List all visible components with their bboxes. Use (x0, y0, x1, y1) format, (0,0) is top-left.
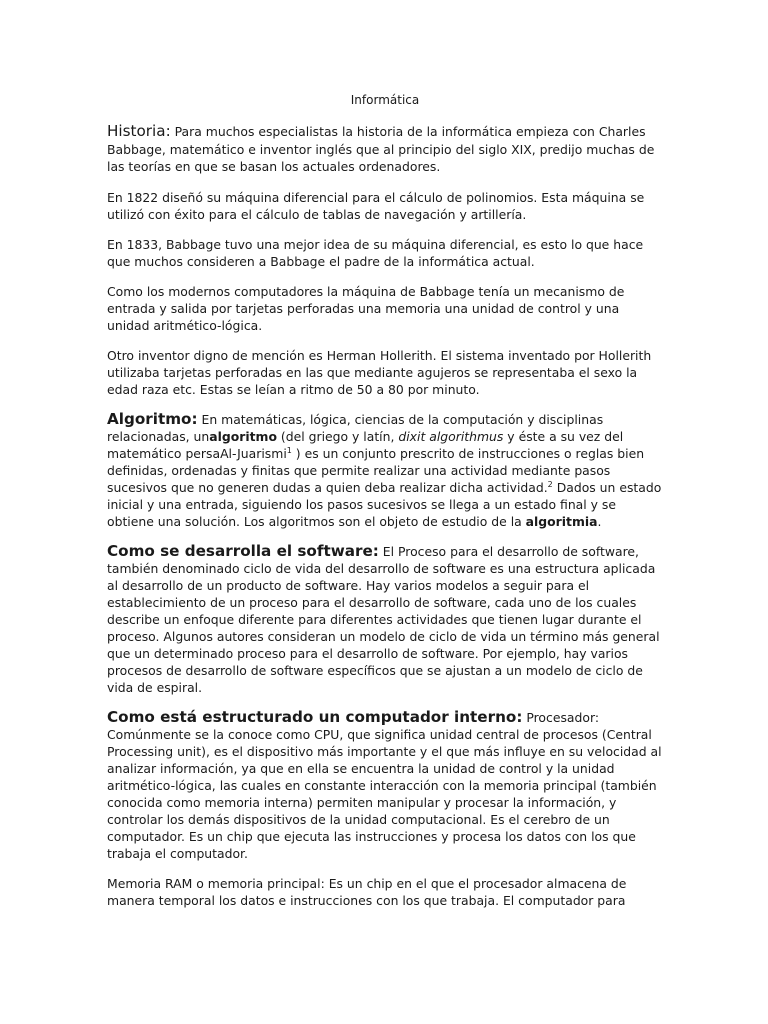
historia-heading: Historia: (107, 122, 171, 140)
computador-heading: Como está estructurado un computador interno: (107, 707, 523, 726)
babbage-machine-paragraph: Como los modernos computadores la máquina de Babbage tenía un mecanismo de entrada y salida por tarjetas perforadas una memoria una unidad de control y una unidad aritmético-lógica. (107, 283, 625, 333)
computador-paragraph (107, 709, 663, 862)
algoritmo-heading: Algoritmo: (107, 409, 198, 428)
algoritmo-paragraph (107, 411, 663, 530)
historia-text: Para muchos especialistas la historia de la informática empieza con Charles Babbage, matemático e inventor inglés que al principio del siglo XIX, predijo muchas de las teorías en que se basan los actuales ordenadores. (107, 124, 655, 174)
computador-text: Procesador: Comúnmente se la conoce como CPU, que significa unidad central de procesos (Central Processing unit), es el dispositivo más importante y el que más influye en su velocidad al analizar información, ya que en ella se encuentra la unidad de control y la unidad aritmético-lógica, las cuales en constante interacción con la memoria principal (también conocida como memoria interna) permiten manipular y procesar la información, y controlar los demás dispositivos de la unidad computacional. Es el cerebro de un computador. Es un chip que ejecuta las instrucciones y procesa los datos con los que trabaja el computador. (107, 709, 662, 861)
algoritmo-latin: dixit algorithmus (398, 428, 504, 444)
algoritmo-text-2: (del griego y latín, (276, 428, 399, 444)
algoritmo-text-6: . (597, 513, 602, 529)
ram-paragraph: Memoria RAM o memoria principal: Es un chip en el que el procesador almacena de manera temporal los datos e instrucciones con los que trabaja. El computador para (107, 875, 627, 908)
footnote-ref-1[interactable]: 1 (286, 445, 292, 455)
software-paragraph (107, 543, 663, 696)
software-text: El Proceso para el desarrollo de software, también denominado ciclo de vida del desarrollo de software es una estructura aplicada al desarrollo de un producto de software. Hay varios modelos a seguir para el establecimiento de un proceso para el desarrollo de software, cada uno de los cuales describe un enfoque diferente para diferentes actividades que tienen lugar durante el proceso. Algunos autores consideran un modelo de ciclo de vida un término más general que un determinado proceso para el desarrollo de software. Por ejemplo, hay varios procesos de desarrollo de software específicos que se ajustan a un modelo de ciclo de vida de espiral. (107, 543, 660, 695)
babbage-1822-paragraph: En 1822 diseñó su máquina diferencial para el cálculo de polinomios. Esta máquina se utilizó con éxito para el cálculo de tablas de navegación y artillería. (107, 189, 645, 222)
babbage-1833-paragraph: En 1833, Babbage tuvo una mejor idea de su máquina diferencial, es esto lo que hace que muchos consideren a Babbage el padre de la informática actual. (107, 236, 644, 269)
algoritmo-text-4: ) es un conjunto prescrito de instrucciones o reglas bien definidas, ordenadas y finitas que permite realizar una actividad mediante pasos sucesivos que no generen dudas a quien deba realizar dicha actividad. (107, 445, 645, 495)
historia-paragraph (107, 123, 663, 176)
document-body (107, 123, 663, 922)
algoritmo-text-3: y éste a su vez del matemático persaAl-Juarismi (107, 428, 624, 461)
footnote-ref-2[interactable]: 2 (547, 479, 553, 489)
document-title: Informática (350, 93, 420, 107)
algoritmo-term: algoritmo (209, 428, 277, 444)
hollerith-paragraph: Otro inventor digno de mención es Herman Hollerith. El sistema inventado por Hollerith utilizaba tarjetas perforadas en las que mediante agujeros se representaba el sexo la edad raza etc. Estas se leían a ritmo de 50 a 80 por minuto. (107, 347, 652, 397)
algoritmo-text-5: Dados un estado inicial y una entrada, siguiendo los pasos sucesivos se llega a un estado final y se obtiene una solución. Los algoritmos son el objeto de estudio de la (107, 479, 662, 529)
algoritmo-text-1: En matemáticas, lógica, ciencias de la computación y disciplinas relacionadas, un (107, 411, 604, 444)
algoritmia-term: algoritmia (525, 513, 598, 529)
software-heading: Como se desarrolla el software: (107, 541, 379, 560)
